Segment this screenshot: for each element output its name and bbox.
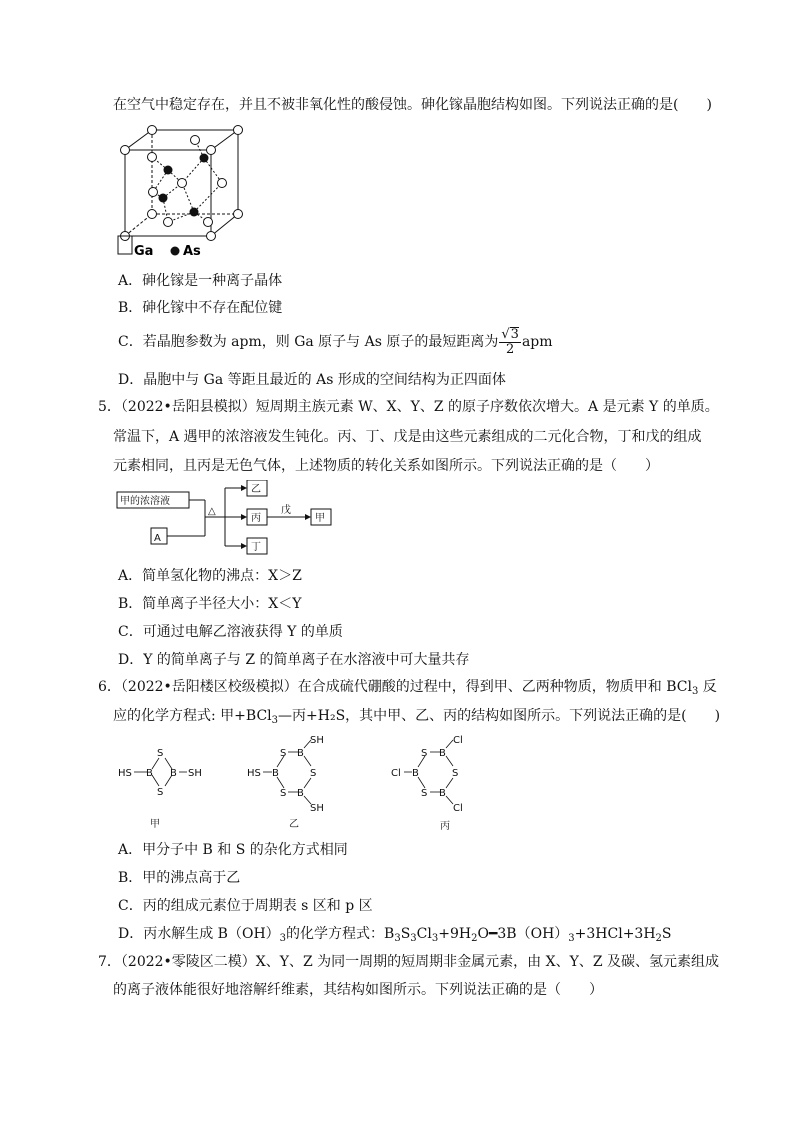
q6-stem-line2: 应的化学方程式: 甲+BCl$_3$—丙+H₂S，其中甲、乙、丙的结构如图所示。下列说法正确的是( ) — [113, 708, 721, 726]
label-jia: 甲 — [150, 819, 160, 830]
box-jia-concentrated: 甲的浓溶液 — [120, 496, 170, 507]
yi-s-topleft: S — [280, 748, 287, 759]
q6-stem-line1: 6．（2022•岳阳楼区校级模拟）在合成硫代硼酸的过程中，得到甲、乙两种物质，物质甲和 BCl$_3$ 反 — [98, 679, 717, 697]
q4-option-a: A．砷化镓是一种离子晶体 — [118, 273, 283, 289]
q5-stem-line2: 常温下，A 遇甲的浓溶液发生钝化。丙、丁、戊是由这些元素组成的二元化合物，丁和戊的组成 — [113, 429, 702, 445]
q7-stem-line2: 的离子液体能很好地溶解纤维素，其结构如图所示。下列说法正确的是（ ） — [113, 982, 603, 998]
legend-ga-label: Ga — [134, 244, 154, 259]
q6-option-b: B．甲的沸点高于乙 — [118, 870, 241, 886]
heat-symbol: △ — [208, 506, 216, 517]
q5-stem-line1: 5．（2022•岳阳县模拟）短周期主族元素 W、X、Y、Z 的原子序数依次增大。A 是元素 Y 的单质。 — [98, 399, 719, 415]
yi-b-top: B — [297, 748, 304, 759]
yi-hs-left: HS — [247, 768, 261, 779]
jia-s-bottom: S — [157, 787, 164, 798]
q5-stem-line3: 元素相同，且丙是无色气体，上述物质的转化关系如图所示。下列说法正确的是（ ） — [113, 458, 659, 474]
jia-b-left: B — [146, 768, 153, 779]
q4-option-b: B．砷化镓中不存在配位键 — [118, 300, 283, 316]
box-a: A — [154, 533, 161, 544]
q7-stem-line1: 7．（2022•零陵区二模）X、Y、Z 为同一周期的短周期非金属元素，由 X、Y、Z 及碳、氢元素组成 — [98, 954, 720, 970]
box-bing: 丙 — [251, 513, 261, 524]
bing-s-right: S — [452, 768, 459, 779]
box-ding: 丁 — [251, 542, 261, 553]
bing-cl-top: Cl — [453, 735, 463, 746]
label-bing: 丙 — [440, 821, 450, 832]
bing-cl-bottom: Cl — [453, 803, 463, 814]
q6-option-c: C．丙的组成元素位于周期表 s 区和 p 区 — [118, 898, 373, 914]
box-jia: 甲 — [315, 513, 325, 524]
q6-structures-figure — [112, 735, 502, 835]
jia-s-top: S — [157, 748, 164, 759]
yi-s-right: S — [310, 768, 317, 779]
q4-option-c-unit: apm — [521, 334, 553, 350]
q5-option-b: B．简单离子半径大小：X＜Y — [118, 596, 302, 612]
label-yi: 乙 — [289, 819, 299, 830]
q5-option-d: D．Y 的简单离子与 Z 的简单离子在水溶液中可大量共存 — [118, 652, 470, 668]
bing-b-top: B — [439, 748, 446, 759]
yi-sh-bottom: SH — [310, 803, 324, 814]
q6-option-a: A．甲分子中 B 和 S 的杂化方式相同 — [118, 842, 348, 858]
legend-as-label: As — [183, 244, 201, 259]
gaas-unit-cell-figure — [112, 122, 252, 267]
jia-b-right: B — [170, 768, 177, 779]
q6-option-d: D．丙水解生成 $B(OH)_3$的化学方程式：$B_3S_3Cl_3+9H_2O━3B(OH)_3+3HCl+3H_2S$ — [118, 926, 672, 944]
jia-hs-left: HS — [118, 768, 132, 779]
q4-option-c — [118, 327, 553, 357]
q4-option-d: D．晶胞中与 Ga 等距且最近的 As 形成的空间结构为正四面体 — [118, 372, 506, 388]
yi-b-left: B — [272, 768, 279, 779]
q4-stem-tail: 在空气中稳定存在，并且不被非氧化性的酸侵蚀。砷化镓晶胞结构如图。下列说法正确的是( ) — [113, 97, 712, 113]
bing-b-left: B — [412, 768, 419, 779]
q4-option-c-text: C．若晶胞参数为 apm，则 Ga 原子与 As 原子的最短距离为 — [118, 334, 499, 350]
q5-option-c: C．可通过电解乙溶液获得 Y 的单质 — [118, 624, 343, 640]
yi-sh-top: SH — [310, 735, 324, 746]
bing-cl-left: Cl — [391, 768, 401, 779]
yi-b-bottom: B — [297, 788, 304, 799]
box-yi: 乙 — [251, 484, 261, 495]
bing-b-bottom: B — [439, 788, 446, 799]
sqrt3-over-2-fraction: $\frac{√3}{2}$ — [501, 327, 519, 357]
jia-sh-right: SH — [188, 768, 202, 779]
yi-s-bottomleft: S — [280, 788, 287, 799]
arrow-wu-label: 戊 — [281, 505, 291, 516]
q5-transformation-diagram — [115, 480, 335, 560]
q5-option-a: A．简单氢化物的沸点：X＞Z — [118, 568, 302, 584]
bing-s-topleft: S — [421, 748, 428, 759]
bing-s-bottomleft: S — [421, 788, 428, 799]
